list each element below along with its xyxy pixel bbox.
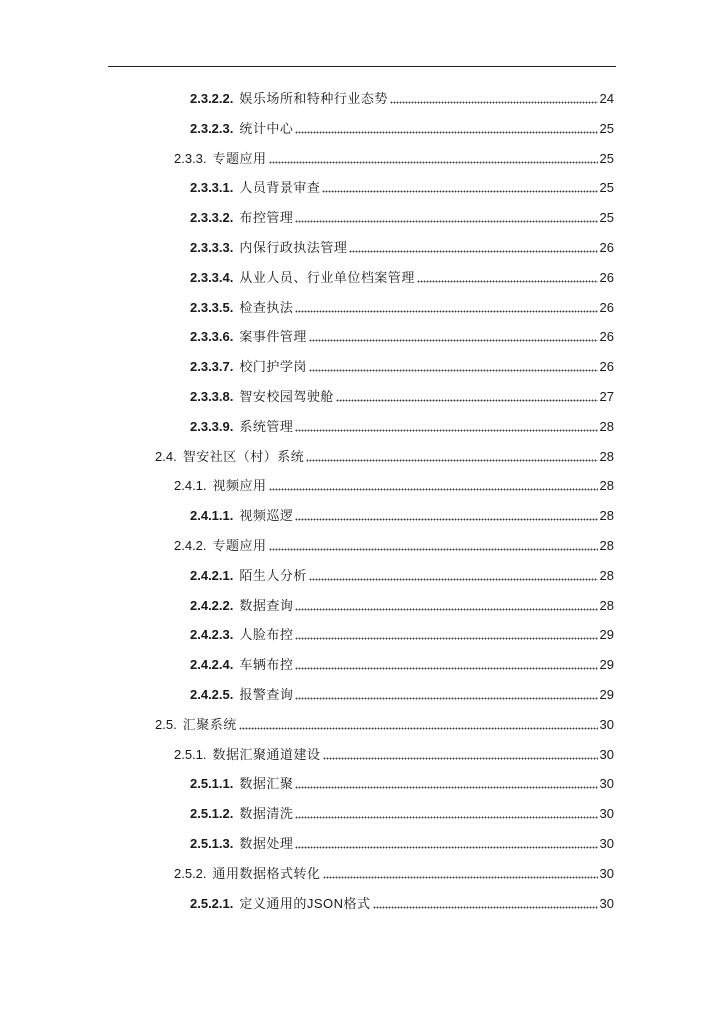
toc-entry-page: 29 <box>599 627 614 642</box>
toc-entry-title: 专题应用 <box>212 151 267 166</box>
toc-entry-title: 校门护学岗 <box>239 359 307 374</box>
toc-dot-leader <box>295 416 597 438</box>
toc-entry-number: 2.4.2.3. <box>190 627 234 642</box>
toc-entry-number: 2.4.1.1. <box>190 508 234 523</box>
toc-entry-page: 30 <box>599 836 614 851</box>
toc-entry-page: 26 <box>599 270 614 285</box>
toc-entry-title: 数据处理 <box>239 836 294 851</box>
toc-entry-page: 25 <box>599 210 614 225</box>
toc-entry-number: 2.3.3.1. <box>190 180 234 195</box>
toc-entry[interactable] <box>190 893 614 915</box>
toc-entry-page: 26 <box>599 240 614 255</box>
toc-entry-number: 2.4. <box>155 449 177 464</box>
toc-entry-number: 2.4.2.4. <box>190 657 234 672</box>
toc-entry-page: 30 <box>599 776 614 791</box>
toc-entry-page: 26 <box>599 329 614 344</box>
toc-dot-leader <box>390 88 598 110</box>
toc-dot-leader <box>336 386 598 408</box>
toc-entry-page: 28 <box>599 508 614 523</box>
toc-entry-title: 通用数据格式转化 <box>212 866 321 881</box>
toc-dot-leader <box>349 237 597 259</box>
toc-entry-number: 2.4.1. <box>174 478 207 493</box>
toc-entry-number: 2.3.3.6. <box>190 329 234 344</box>
toc-entry-page: 25 <box>599 151 614 166</box>
toc-entry-title: 报警查询 <box>239 687 294 702</box>
toc-entry-number: 2.3.2.3. <box>190 121 234 136</box>
toc-dot-leader <box>309 565 598 587</box>
toc-entry-page: 28 <box>599 598 614 613</box>
toc-entry-page: 29 <box>599 657 614 672</box>
toc-dot-leader <box>269 535 598 557</box>
toc-dot-leader <box>295 833 597 855</box>
toc-dot-leader <box>417 267 598 289</box>
toc-entry[interactable] <box>190 267 614 289</box>
toc-entry-title: 布控管理 <box>239 210 294 225</box>
toc-entry-title: 陌生人分析 <box>239 568 307 583</box>
toc-entry[interactable] <box>190 177 614 199</box>
toc-entry-page: 25 <box>599 121 614 136</box>
toc-entry-title: 检查执法 <box>239 300 294 315</box>
toc-entry-title: 从业人员、行业单位档案管理 <box>239 270 415 285</box>
toc-entry[interactable] <box>190 207 614 229</box>
toc-entry-title: 专题应用 <box>212 538 267 553</box>
toc-entry-number: 2.4.2.2. <box>190 598 234 613</box>
toc-entry-title: 视频应用 <box>212 478 267 493</box>
toc-entry-title: 内保行政执法管理 <box>239 240 348 255</box>
toc-entry[interactable] <box>174 744 614 766</box>
toc-entry[interactable] <box>190 237 614 259</box>
toc-dot-leader <box>373 893 598 915</box>
toc-entry-number: 2.3.3.8. <box>190 389 234 404</box>
toc-entry-number: 2.5.1. <box>174 747 207 762</box>
toc-dot-leader <box>239 714 598 736</box>
toc-entry[interactable] <box>190 416 614 438</box>
toc-entry-page: 30 <box>599 866 614 881</box>
toc-entry-page: 28 <box>599 538 614 553</box>
toc-dot-leader <box>295 595 597 617</box>
toc-entry-number: 2.5.2. <box>174 866 207 881</box>
toc-entry-number: 2.5.2.1. <box>190 896 234 911</box>
toc-entry-number: 2.3.3.3. <box>190 240 234 255</box>
toc-dot-leader <box>322 177 597 199</box>
toc-dot-leader <box>295 624 597 646</box>
toc-entry[interactable] <box>190 595 614 617</box>
toc-entry-page: 26 <box>599 300 614 315</box>
toc-entry-title: 数据查询 <box>239 598 294 613</box>
toc-entry-number: 2.5.1.2. <box>190 806 234 821</box>
toc-entry-title: 系统管理 <box>239 419 294 434</box>
toc-entry-title: 智安校园驾驶舱 <box>239 389 334 404</box>
toc-dot-leader <box>295 505 597 527</box>
toc-entry-page: 30 <box>599 717 614 732</box>
toc-dot-leader <box>269 475 598 497</box>
toc-entry[interactable] <box>190 297 614 319</box>
toc-dot-leader <box>295 297 597 319</box>
toc-entry[interactable] <box>190 833 614 855</box>
toc-entry[interactable] <box>190 356 614 378</box>
toc-entry-page: 30 <box>599 806 614 821</box>
toc-entry-title: 车辆布控 <box>239 657 294 672</box>
toc-dot-leader <box>295 803 597 825</box>
toc-entry-number: 2.3.3.9. <box>190 419 234 434</box>
toc-dot-leader <box>295 684 597 706</box>
toc-entry-title: 数据清洗 <box>239 806 294 821</box>
toc-entry-page: 26 <box>599 359 614 374</box>
toc-entry-title: 数据汇聚通道建设 <box>212 747 321 762</box>
toc-entry-number: 2.3.2.2. <box>190 91 234 106</box>
toc-entry-number: 2.3.3.4. <box>190 270 234 285</box>
toc-entry-page: 30 <box>599 896 614 911</box>
toc-entry-title: 人员背景审查 <box>239 180 321 195</box>
toc-entry-page: 28 <box>599 419 614 434</box>
toc-entry[interactable] <box>190 88 614 110</box>
toc-entry-number: 2.3.3.5. <box>190 300 234 315</box>
toc-entry-page: 27 <box>599 389 614 404</box>
toc-entry-number: 2.3.3.2. <box>190 210 234 225</box>
toc-dot-leader <box>269 148 598 170</box>
toc-entry-number: 2.4.2.5. <box>190 687 234 702</box>
toc-dot-leader <box>323 863 598 885</box>
toc-entry[interactable] <box>190 326 614 348</box>
toc-entry-number: 2.3.3.7. <box>190 359 234 374</box>
toc-entry-title: 汇聚系统 <box>182 717 237 732</box>
toc-entry-page: 25 <box>599 180 614 195</box>
toc-entry[interactable] <box>190 773 614 795</box>
toc-entry[interactable] <box>190 654 614 676</box>
toc-entry[interactable] <box>174 535 614 557</box>
toc-entry-title: 智安社区（村）系统 <box>182 449 305 464</box>
toc-dot-leader <box>295 207 597 229</box>
toc-entry-number: 2.4.2.1. <box>190 568 234 583</box>
toc-entry[interactable] <box>190 624 614 646</box>
toc-entry[interactable] <box>174 148 614 170</box>
toc-entry-number: 2.5.1.1. <box>190 776 234 791</box>
toc-entry-title: 统计中心 <box>239 121 294 136</box>
toc-entry-title: 人脸布控 <box>239 627 294 642</box>
toc-entry-page: 29 <box>599 687 614 702</box>
toc-dot-leader <box>295 654 597 676</box>
toc-dot-leader <box>295 773 597 795</box>
toc-entry[interactable] <box>190 118 614 140</box>
toc-entry-number: 2.3.3. <box>174 151 207 166</box>
toc-entry-page: 28 <box>599 478 614 493</box>
toc-entry-page: 28 <box>599 568 614 583</box>
toc-entry[interactable] <box>190 386 614 408</box>
toc-entry[interactable] <box>190 505 614 527</box>
toc-entry-title: 数据汇聚 <box>239 776 294 791</box>
header-rule <box>108 66 616 67</box>
toc-entry-title: 定义通用的JSON格式 <box>239 896 371 911</box>
toc-entry-title: 娱乐场所和特种行业态势 <box>239 91 388 106</box>
toc-entry[interactable] <box>155 446 614 468</box>
toc-entry[interactable] <box>174 475 614 497</box>
toc-entry-page: 24 <box>599 91 614 106</box>
toc-dot-leader <box>309 356 598 378</box>
toc-entry-title: 视频巡逻 <box>239 508 294 523</box>
toc-dot-leader <box>309 326 598 348</box>
toc-dot-leader <box>295 118 597 140</box>
toc-entry[interactable] <box>174 863 614 885</box>
toc-entry[interactable] <box>190 803 614 825</box>
toc-entry-number: 2.5.1.3. <box>190 836 234 851</box>
toc-entry-page: 30 <box>599 747 614 762</box>
toc-dot-leader <box>306 446 597 468</box>
toc-entry-number: 2.5. <box>155 717 177 732</box>
toc-entry[interactable] <box>190 684 614 706</box>
toc-entry[interactable] <box>190 565 614 587</box>
toc-entry-number: 2.4.2. <box>174 538 207 553</box>
toc-entry-title: 案事件管理 <box>239 329 307 344</box>
toc-entry-page: 28 <box>599 449 614 464</box>
toc-entry[interactable] <box>155 714 614 736</box>
toc-dot-leader <box>323 744 598 766</box>
